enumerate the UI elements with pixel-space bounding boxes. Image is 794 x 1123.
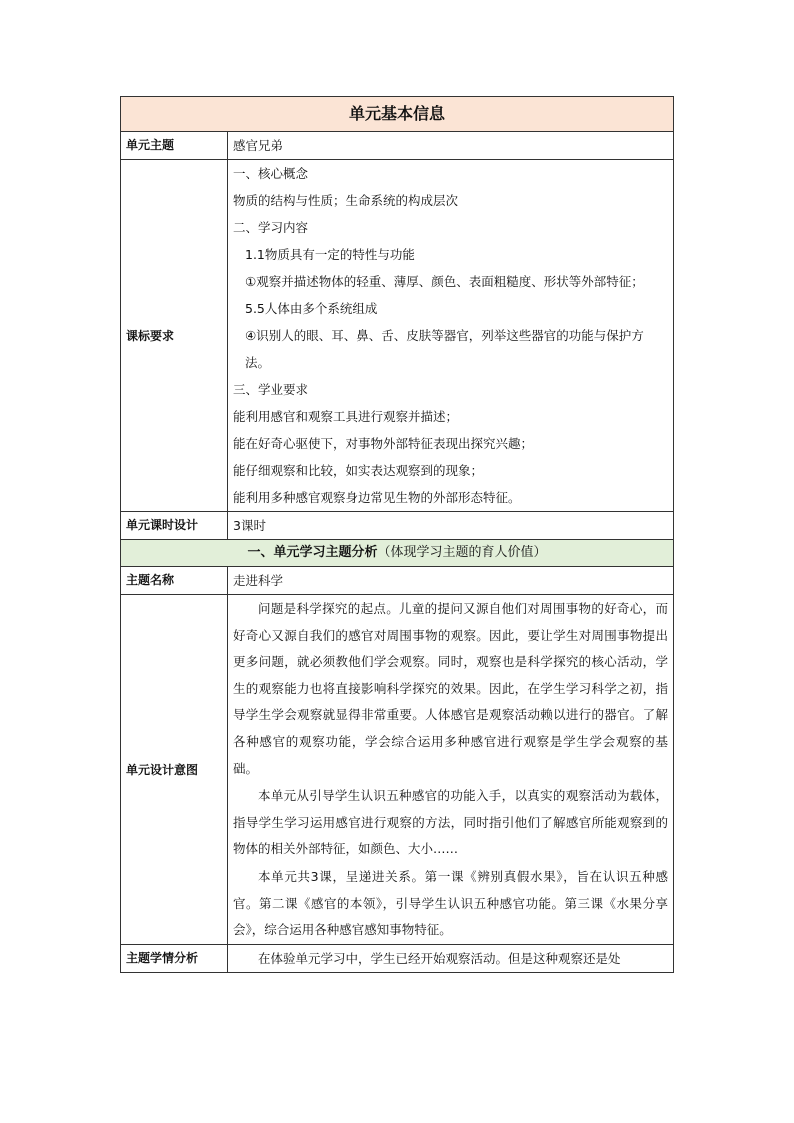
topic-name-label: 主题名称	[121, 567, 228, 595]
unit-theme-label: 单元主题	[121, 132, 228, 160]
section-subtitle: （体现学习主题的育人价值）	[377, 545, 547, 560]
hours-label: 单元课时设计	[121, 512, 228, 540]
unit-theme-value: 感官兄弟	[228, 132, 674, 160]
curriculum-line: 能利用感官和观察工具进行观察并描述；	[233, 409, 459, 424]
topic-name-value: 走进科学	[228, 567, 674, 595]
curriculum-content	[228, 160, 674, 512]
unit-info-table	[120, 96, 674, 973]
curriculum-line: 能仔细观察和比较，如实表达观察到的现象；	[233, 463, 484, 478]
curriculum-line: 二、学习内容	[233, 220, 309, 235]
learner-analysis-value: 在体验单元学习中，学生已经开始观察活动。但是这种观察还是处	[228, 944, 674, 972]
curriculum-line: ④识别人的眼、耳、鼻、舌、皮肤等器官，列举这些器官的功能与保护方法。	[245, 328, 644, 370]
curriculum-label: 课标要求	[121, 160, 228, 512]
design-intent-content	[228, 595, 674, 945]
table-title: 单元基本信息	[121, 97, 674, 132]
section-heading	[121, 540, 674, 567]
curriculum-line: 能利用多种感官观察身边常见生物的外部形态特征。	[233, 490, 521, 505]
curriculum-line: 5.5人体由多个系统组成	[245, 301, 378, 316]
section-title: 一、单元学习主题分析	[247, 545, 378, 560]
design-paragraph: 问题是科学探究的起点。儿童的提问又源自他们对周围事物的好奇心，而好奇心又源自我们的感官对周围事物的观察。因此，要让学生对周围事物提出更多问题，就必须教他们学会观察。同时，观察也是科学探究的核心活动，学生的观察能力也将直接影响科学探究的效果。因此，在学生学习科学之初，指导学生学会观察就显得非常重要。人体感官是观察活动赖以进行的器官。了解各种感官的观察功能，学会综合运用多种感官进行观察是学生学会观察的基础。	[233, 601, 668, 776]
curriculum-line: 一、核心概念	[233, 166, 309, 181]
hours-value: 3课时	[228, 512, 674, 540]
learner-analysis-label: 主题学情分析	[121, 944, 228, 972]
design-intent-label: 单元设计意图	[121, 595, 228, 945]
design-paragraph: 本单元共3课，呈递进关系。第一课《辨别真假水果》，旨在认识五种感官。第二课《感官的本领》，引导学生认识五种感官功能。第三课《水果分享会》，综合运用各种感官感知事物特征。	[233, 868, 668, 938]
curriculum-line: 物质的结构与性质；生命系统的构成层次	[233, 193, 459, 208]
curriculum-line: 1.1物质具有一定的特性与功能	[245, 247, 415, 262]
curriculum-line: ①观察并描述物体的轻重、薄厚、颜色、表面粗糙度、形状等外部特征；	[245, 274, 644, 289]
curriculum-line: 能在好奇心驱使下，对事物外部特征表现出探究兴趣；	[233, 436, 534, 451]
design-paragraph: 本单元从引导学生认识五种感官的功能入手，以真实的观察活动为载体，指导学生学习运用感官进行观察的方法，同时指引他们了解感官所能观察到的物体的相关外部特征，如颜色、大小……	[233, 788, 668, 857]
curriculum-line: 三、学业要求	[233, 382, 309, 397]
